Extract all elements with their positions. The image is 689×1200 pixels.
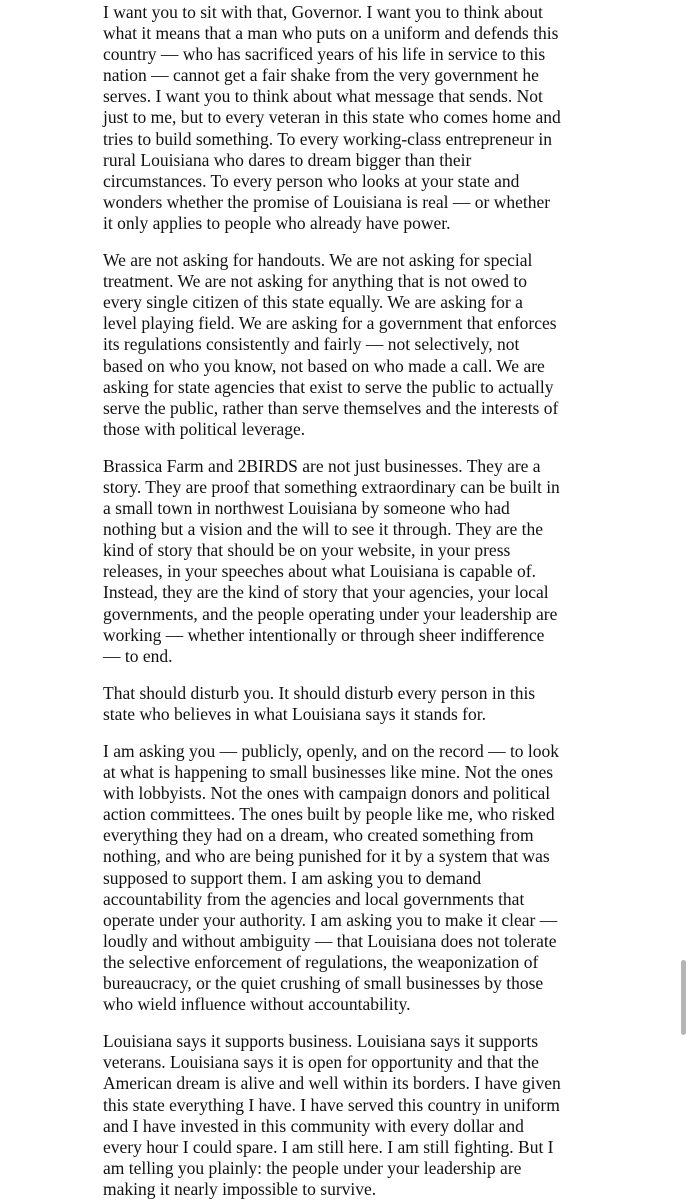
paragraph-gap [103,440,689,456]
paragraph-not-asking-for-handouts: We are not asking for handouts. We are not asking for special treatment. We are not asking for anything that is not owed to every single citizen of this state equally. We are asking for a level playing field. We are asking for a government that enforces its regulations consistently and fairly — not selectively, not based on who you know, not based on who made a call. We are asking for state agencies that exist to serve the public to actually serve the public, rather than serve themselves and the interests of those with political leverage. [103,250,559,439]
paragraph-gap [103,725,689,741]
paragraph-gap [103,234,689,250]
paragraph-i-am-asking-you: I am asking you — publicly, openly, and on the record — to look at what is happening to small businesses like mine. Not the ones with lobbyists. Not the ones with campaign donors and political action committees. The ones built by people like me, who risked everything they had on a dream, who created something from nothing, and who are being punished for it by a system that was supposed to support them. I am asking you to demand accountability from the agencies and local governments that operate under your authority. I am asking you to make it clear — loudly and without ambiguity — that Louisiana does not tolerate the selective enforcement of regulations, the weaponization of bureaucracy, or the quiet crushing of small businesses by those who wield influence without accountability. [103,741,560,1015]
vertical-scrollbar[interactable] [681,960,686,1035]
paragraph-gap [103,667,689,683]
paragraph-gap [103,1015,689,1031]
paragraph-louisiana-says: Louisiana says it supports business. Louisiana says it supports veterans. Louisiana says it is open for opportunity and that the American dream is alive and well within its borders. I have given this state everything I have. I have served this country in uniform and I have invested in this community with every dollar and every hour I could spare. I am still here. I am still fighting. But I am telling you plainly: the people under your leadership are making it nearly impossible to survive. [103,1031,561,1199]
paragraph-should-disturb-you: That should disturb you. It should disturb every person in this state who believes in what Louisiana says it stands for. [103,682,536,724]
paragraph-sit-with-that: I want you to sit with that, Governor. I want you to think about what it means that a man who puts on a uniform and defends this country — who has sacrificed years of his life in service to this nation — cannot get a fair shake from the very government he serves. I want you to think about what message that sends. Not just to me, but to every veteran in this state who comes home and tries to build something. To every working-class entrepreneur in rural Louisiana who dares to dream bigger than their circumstances. To every person who looks at your state and wonders whether the promise of Louisiana is real — or whether it only applies to people who already have power. [103,2,561,233]
paragraph-brassica-farm: Brassica Farm and 2BIRDS are not just businesses. They are a story. They are proof that something extraordinary can be built in a small town in northwest Louisiana by someone who had nothing but a vision and the will to see it through. They are the kind of story that should be on your website, in your press releases, in your speeches about what Louisiana is capable of. Instead, they are the kind of story that your agencies, your local governments, and the people operating under your leadership are working — whether intentionally or through sheer indifference — to end. [103,455,560,666]
